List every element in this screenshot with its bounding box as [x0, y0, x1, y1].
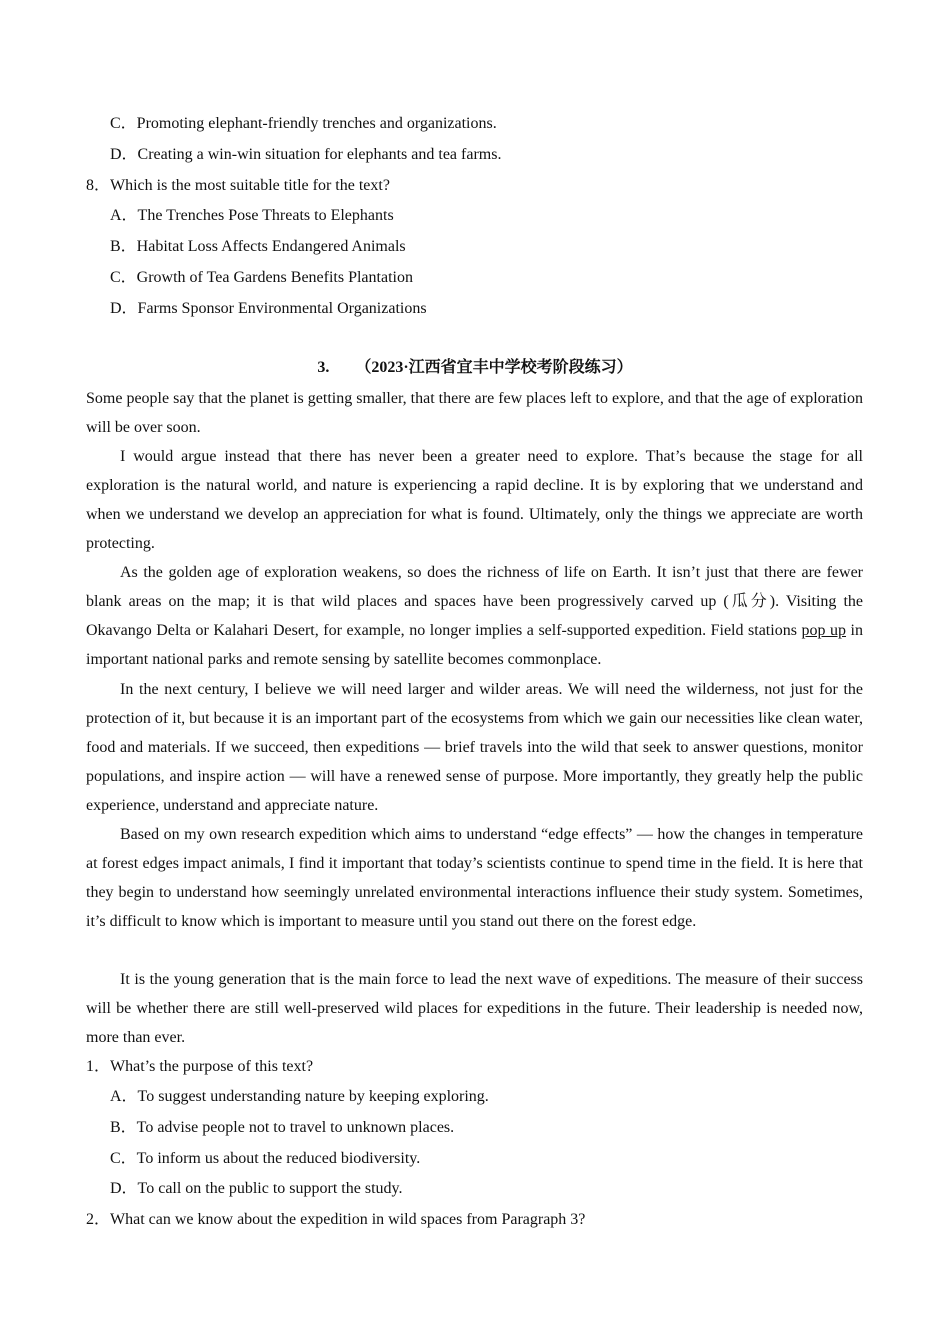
passage-paragraph-2: I would argue instead that there has never been a greater need to explore. That’s because the stage for all exploration is the natural world, and nature is experiencing a rapid decline. It is by exploring that we understand and when we understand we develop an appreciation for what is found. Ultimately, only the things we appreciate are worth protecting. [86, 448, 863, 552]
section-heading [0, 358, 950, 378]
question-1-option-d: D．To call on the public to support the study. [110, 1180, 403, 1197]
passage-paragraph-3 [86, 558, 863, 674]
question-1-stem: 1．What’s the purpose of this text? [86, 1058, 314, 1075]
question-2-stem: 2．What can we know about the expedition in wild spaces from Paragraph 3? [86, 1211, 586, 1228]
prev-option-d: D．Creating a win-win situation for elephants and tea farms. [110, 146, 502, 163]
section-source: （2023·江西省宜丰中学校考阶段练习） [355, 359, 633, 376]
question-8-option-c: C．Growth of Tea Gardens Benefits Plantation [110, 269, 413, 286]
question-8-option-d: D．Farms Sponsor Environmental Organizations [110, 300, 427, 317]
prev-option-c: C．Promoting elephant-friendly trenches and organizations. [110, 115, 497, 132]
passage-paragraph-4: In the next century, I believe we will need larger and wilder areas. We will need the wilderness, not just for the protection of it, but because it is an important part of the ecosystems from which we gain our necessities like clean water, food and materials. If we succeed, then expeditions — brief travels into the wild that seek to answer questions, monitor populations, and inspire action — will have a renewed sense of purpose. More importantly, they greatly help the public experience, understand and appreciate nature. [86, 681, 863, 814]
paragraph-3-text: As the golden age of exploration weakens, so does the richness of life on Earth. It isn’t just that there are fewer blank areas on the map; it is that wild places and spaces have been progressively carved up (瓜分). Visiting the Okavango Delta or Kalahari Desert, for example, no longer implies a self-supported expedition. Field stations [86, 564, 863, 639]
section-number: 3. [317, 359, 330, 376]
question-8-stem: 8．Which is the most suitable title for the text? [86, 177, 390, 194]
question-1-option-a: A．To suggest understanding nature by keeping exploring. [110, 1088, 489, 1105]
passage-paragraph-1: Some people say that the planet is getting smaller, that there are few places left to explore, and that the age of exploration will be over soon. [86, 390, 863, 436]
question-1-option-b: B．To advise people not to travel to unknown places. [110, 1119, 455, 1136]
paragraph-3-text-end: in important national parks and remote sensing by satellite becomes commonplace. [86, 622, 864, 668]
question-1-option-c: C．To inform us about the reduced biodiversity. [110, 1150, 421, 1167]
question-8-option-b: B．Habitat Loss Affects Endangered Animals [110, 238, 406, 255]
passage-paragraph-5: Based on my own research expedition which aims to understand “edge effects” — how the changes in temperature at forest edges impact animals, I find it important that today’s scientists continue to spend time in the field. It is here that they begin to understand how seemingly unrelated environmental interactions influence their study system. Sometimes, it’s difficult to know which is important to measure until you stand out there on the forest edge. [86, 826, 863, 930]
underlined-phrase: pop up [801, 622, 847, 639]
question-8-option-a: A．The Trenches Pose Threats to Elephants [110, 207, 394, 224]
passage-paragraph-6: It is the young generation that is the main force to lead the next wave of expeditions. The measure of their success will be whether there are still well-preserved wild places for expeditions in the future. Their leadership is needed now, more than ever. [86, 971, 863, 1046]
